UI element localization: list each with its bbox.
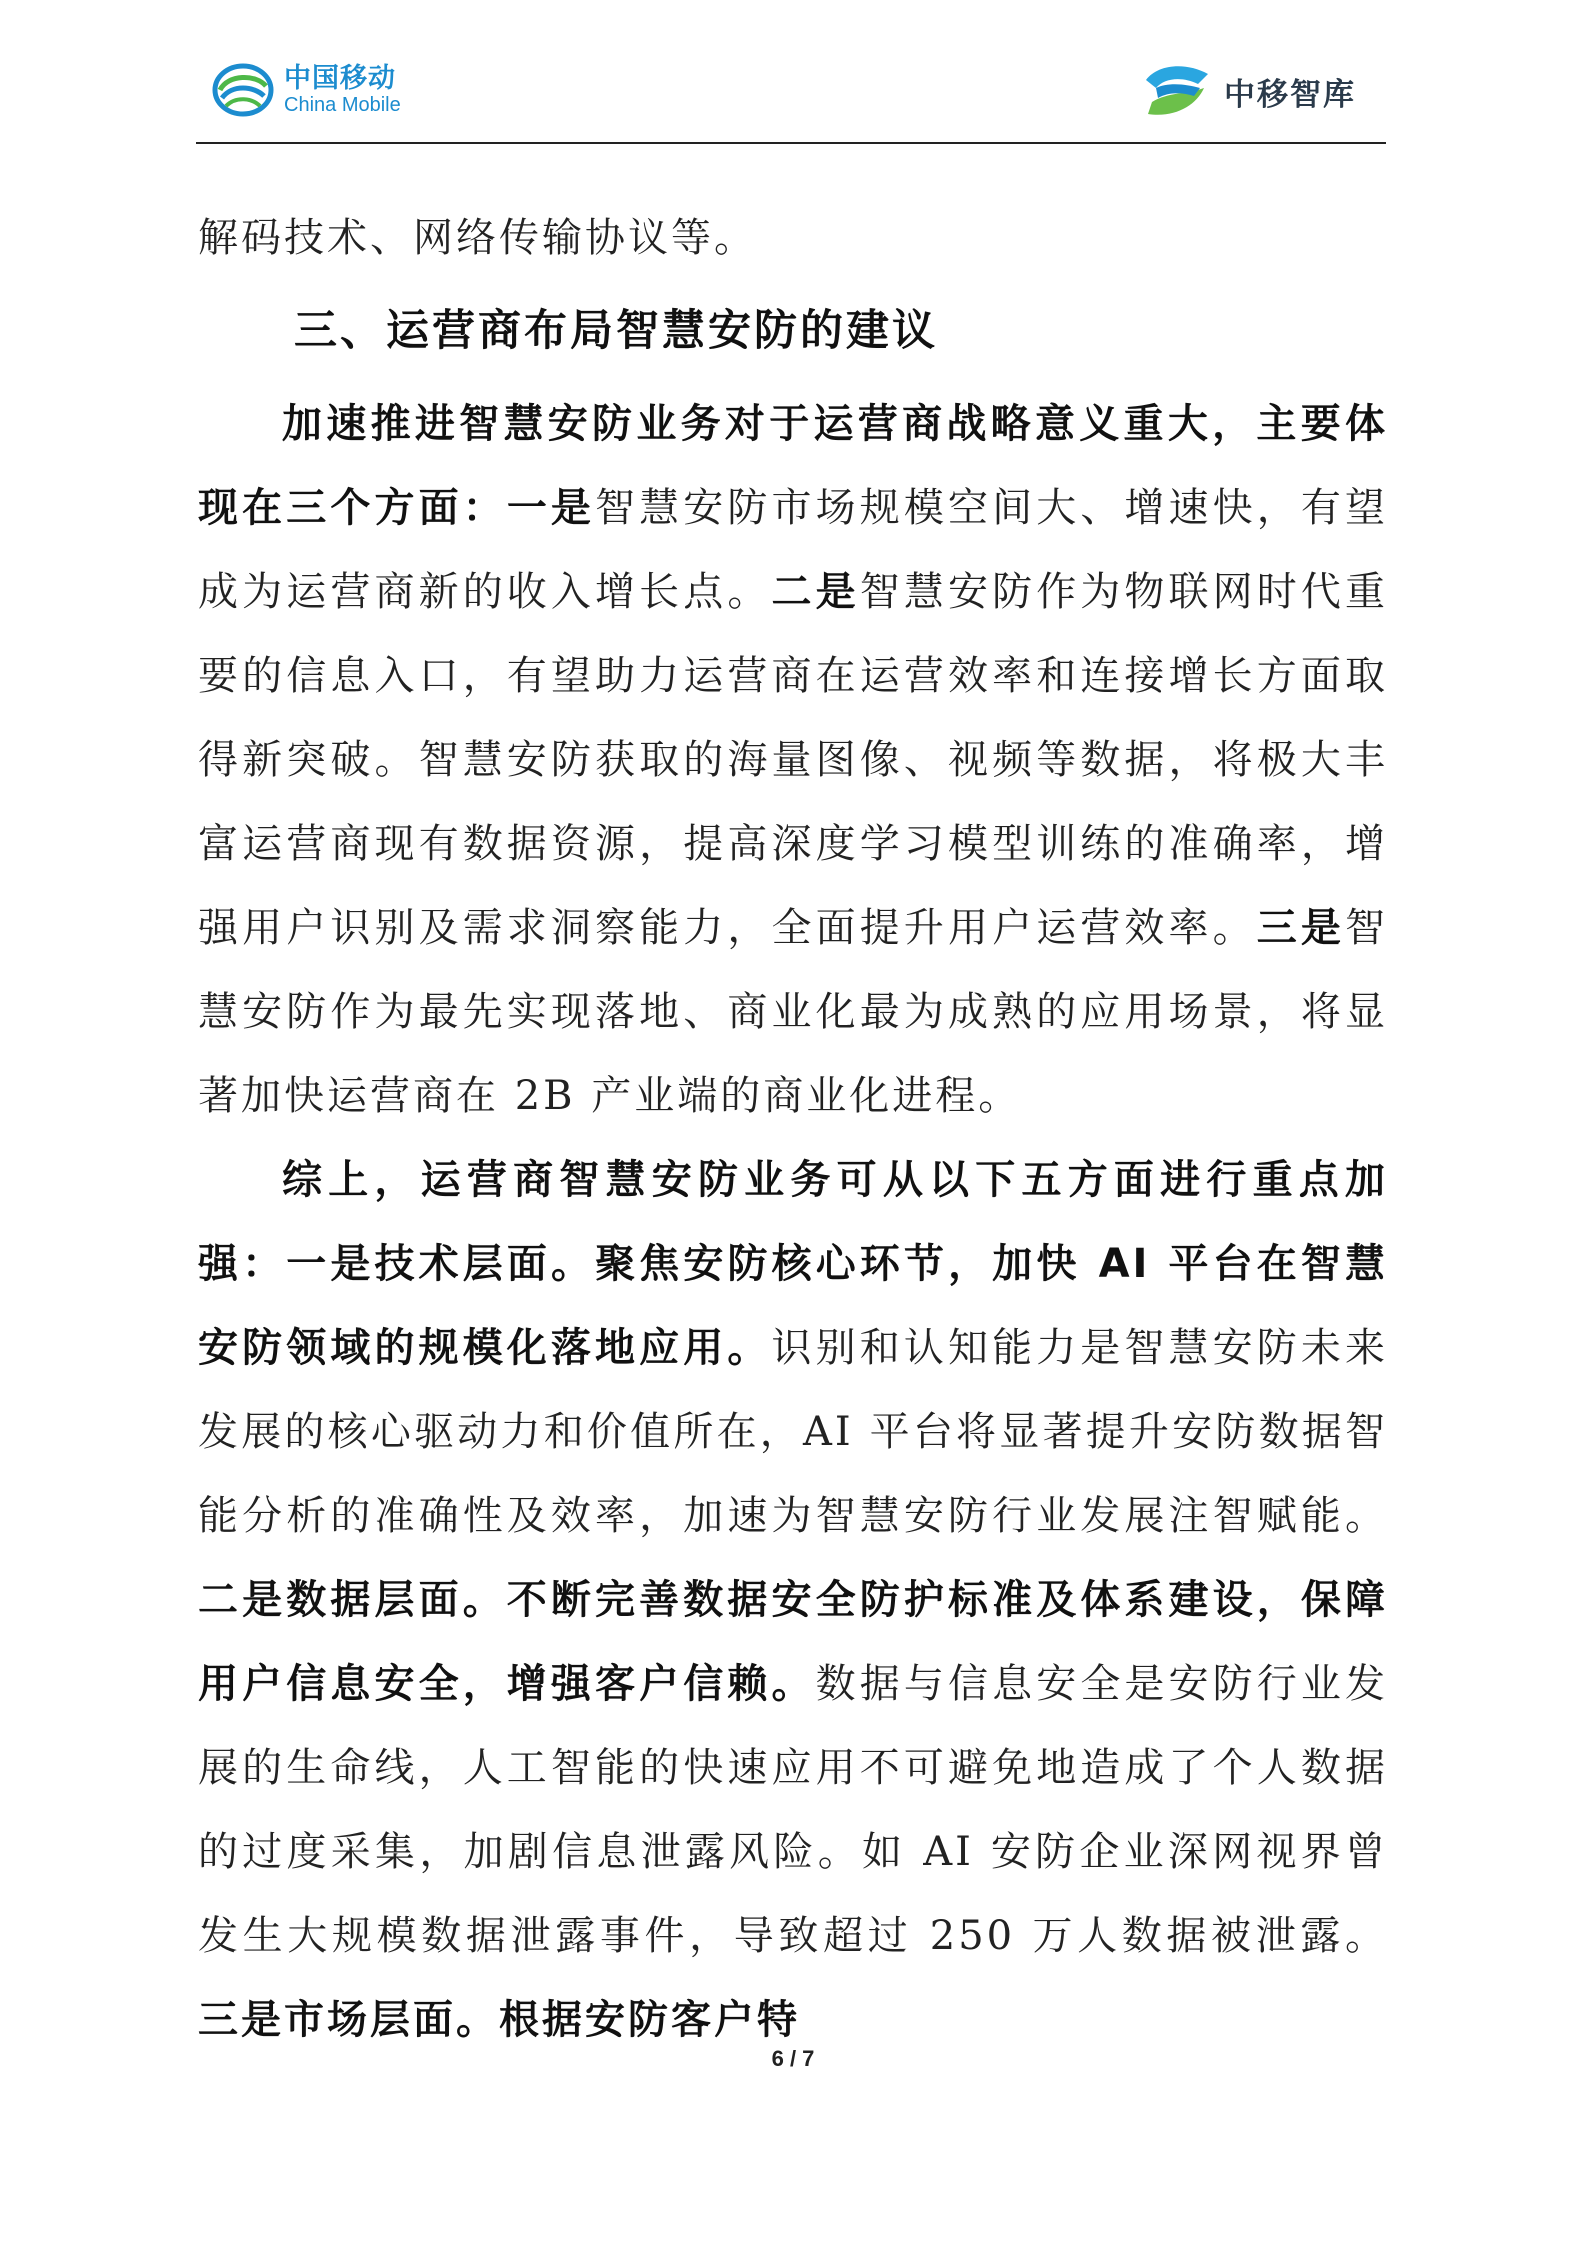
china-mobile-swirl-icon [210, 60, 276, 120]
para2-text-1: 识别和认知能力是智慧安防未来发展的核心驱动力和价值所在，AI 平台将显著提升安防数据智能分析的准确性及效率，加速为智慧安防行业发展注智赋能。 [198, 1325, 1388, 1539]
para2-bold-intro: 综上，运营商智慧安防业务可从以下五方面进行重点加强：一是技术层面。聚焦安防核心环节，加快 AI 平台在智慧安防领域的规模化落地应用。 [198, 1157, 1388, 1371]
para2-bold-2: 二是数据层面。不断完善数据安全防护标准及体系建设，保障用户信息安全，增强客户信赖。 [198, 1577, 1388, 1707]
para1-label-2: 二是 [771, 569, 860, 615]
para2-bold-3: 三是市场层面。根据安防客户特 [198, 1997, 800, 2043]
think-tank-name: 中移智库 [1224, 76, 1356, 113]
china-mobile-logo [210, 60, 401, 120]
china-mobile-en: China Mobile [284, 94, 401, 116]
para1-bold-intro: 加速推进智慧安防业务对于运营商战略意义重大，主要体现在三个方面： [198, 401, 1388, 531]
para2-text-2: 数据与信息安全是安防行业发展的生命线，人工智能的快速应用不可避免地造成了个人数据的过度采集，加剧信息泄露风险。如 AI 安防企业深网视界曾发生大规模数据泄露事件，导致超过 250 万人数据被泄露。 [198, 1661, 1389, 1959]
think-tank-s-icon [1138, 58, 1218, 124]
paragraph-strategic-importance [198, 382, 1388, 1138]
page-number: 6 / 7 [771, 2046, 815, 2071]
para1-text-3: 智慧安防作为最先实现落地、商业化最为成熟的应用场景，将显著加快运营商在 2B 产业端的商业化进程。 [198, 905, 1389, 1119]
para1-text-2: 智慧安防作为物联网时代重要的信息入口，有望助力运营商在运营效率和连接增长方面取得新突破。智慧安防获取的海量图像、视频等数据，将极大丰富运营商现有数据资源，提高深度学习模型训练的准确率，增强用户识别及需求洞察能力，全面提升用户运营效率。 [198, 569, 1389, 951]
page-content [198, 196, 1388, 2062]
page-header [196, 52, 1386, 144]
paragraph-five-aspects [198, 1138, 1388, 2062]
para1-label-3: 三是 [1256, 905, 1346, 951]
para1-text-1: 智慧安防市场规模空间大、增速快，有望成为运营商新的收入增长点。 [198, 485, 1389, 615]
header-divider [196, 142, 1386, 144]
cmcc-think-tank-logo [1138, 58, 1356, 124]
section-heading: 三、运营商布局智慧安防的建议 [294, 306, 938, 356]
para1-label-1: 一是 [506, 485, 596, 531]
china-mobile-cn: 中国移动 [284, 63, 396, 94]
continuation-line: 解码技术、网络传输协议等。 [198, 215, 757, 261]
